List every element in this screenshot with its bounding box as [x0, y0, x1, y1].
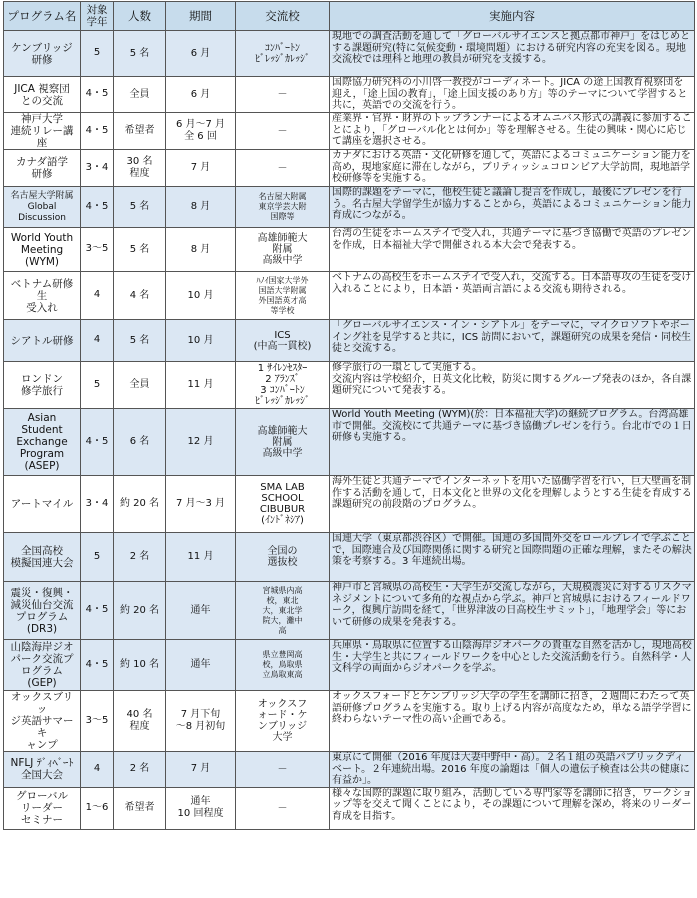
table-row [4, 409, 695, 476]
partner-school-cell: SMA LAB SCHOOL CIBUBUR (ｲﾝﾄﾞﾈｼｱ) [236, 476, 330, 533]
description-cell: 海外生徒と共通テーマでインターネットを用いた協働学習を行い，巨大壁画を制作する活動を通して，日本文化と世界の文化を理解しようとする生徒を育成する課題研究の前段階のプログラム。 [330, 476, 695, 533]
program-name-cell: 名古屋大学附属 Global Discussion [4, 187, 81, 228]
table-row [4, 77, 695, 113]
partner-school-cell: 名古屋大附属 東京学芸大附 国際等 [236, 187, 330, 228]
header-count: 人数 [114, 2, 166, 31]
count-cell: 約 20 名 [114, 476, 166, 533]
count-cell: 40 名 程度 [114, 691, 166, 752]
period-cell: 通年 10 回程度 [166, 787, 236, 829]
count-cell: 約 20 名 [114, 582, 166, 640]
program-name-cell: ベトナム研修生 受入れ [4, 272, 81, 320]
description-cell: 国連大学（東京都渋谷区）で開催。国連の多国間外交をロールプレイで学ぶことで，国際連合及び国際関係に関する研究と国際問題の正確な理解，またその解決策を考察する。3 年連続出場。 [330, 533, 695, 582]
count-cell: 2 名 [114, 533, 166, 582]
grade-cell: 4・5 [81, 113, 114, 150]
period-cell: 7 月 [166, 752, 236, 788]
program-name-cell: シアトル研修 [4, 320, 81, 362]
count-cell: 5 名 [114, 31, 166, 77]
partner-school-cell: ｺﾝﾊﾞｰﾄﾝ ﾋﾞﾚｯｼﾞｶﾚｯｼﾞ [236, 31, 330, 77]
period-cell: 6 月 [166, 31, 236, 77]
period-cell: 12 月 [166, 409, 236, 476]
program-name-cell: アートマイル [4, 476, 81, 533]
grade-cell: 3～5 [81, 691, 114, 752]
program-name-cell: ロンドン 修学旅行 [4, 362, 81, 409]
period-cell: 7 月 [166, 150, 236, 187]
partner-school-cell: 高雄師範大 附属 高級中学 [236, 228, 330, 272]
partner-school-cell: ﾊﾉｲ国家大学外 国語大学附属 外国語英才高 等学校 [236, 272, 330, 320]
grade-cell: 4・5 [81, 409, 114, 476]
period-cell: 7 月下旬 ～8 月初旬 [166, 691, 236, 752]
description-cell: 現地での調査活動を通して「グローバルサイエンスと拠点都市神戸」をはじめとする課題研究(特に気候変動・環境問題）における研究内容の充実を図る。現地交流校では理科と地理の教員が研究を支援する。 [330, 31, 695, 77]
period-cell: 11 月 [166, 362, 236, 409]
description-cell: 産業界・官界・財界のトップランナーによるオムニバス形式の講義に参加することにより，「グローバル化とは何か」等を理解させる。生徒の興味・関心に応じて講座を選択させる。 [330, 113, 695, 150]
table-row [4, 150, 695, 187]
period-cell: 10 月 [166, 272, 236, 320]
grade-cell: 3・4 [81, 150, 114, 187]
table-row [4, 787, 695, 829]
table-row [4, 640, 695, 691]
period-cell: 10 月 [166, 320, 236, 362]
table-row [4, 582, 695, 640]
program-table [3, 1, 695, 830]
partner-school-cell: オックスフ ォード・ケ ンブリッジ 大学 [236, 691, 330, 752]
description-cell: 国際的課題をテーマに，他校生徒と議論し提言を作成し，最後にプレゼンを行う。名古屋大学留学生が協力することから，英語によるコミュニケーション能力育成につながる。 [330, 187, 695, 228]
period-cell: 6 月～7 月 全 6 回 [166, 113, 236, 150]
period-cell: 8 月 [166, 187, 236, 228]
description-cell: ベトナムの高校生をホームステイで受入れ，交流する。日本語専攻の生徒を受け入れることにより，日本語・英語両言語による交流も期待される。 [330, 272, 695, 320]
grade-cell: 4・5 [81, 582, 114, 640]
grade-cell: 1～6 [81, 787, 114, 829]
table-row [4, 272, 695, 320]
program-name-cell: JICA 視察団 との交流 [4, 77, 81, 113]
description-cell: オックスフォードとケンブリッジ大学の学生を講師に招き，２週間にわたって英語研修プログラムを実施する。取り上げる内容が高度なため，単なる語学学習に終わらないテーマ性の高い企画である。 [330, 691, 695, 752]
partner-school-cell: － [236, 77, 330, 113]
grade-cell: 4 [81, 272, 114, 320]
header-partner-school: 交流校 [236, 2, 330, 31]
table-row [4, 476, 695, 533]
program-name-cell: 震災・復興・ 減災仙台交流 プログラム (DR3) [4, 582, 81, 640]
count-cell: 5 名 [114, 187, 166, 228]
header-program-name: プログラム名 [4, 2, 81, 31]
grade-cell: 4 [81, 320, 114, 362]
description-cell: 兵庫県・鳥取県に位置する山陰海岸ジオパークの貴重な自然を活かし，現地高校生・大学生と共にフィールドワークを中心とした交流活動を行う。自然科学・人文科学の両面からジオパークを学ぶ。 [330, 640, 695, 691]
count-cell: 5 名 [114, 320, 166, 362]
count-cell: 4 名 [114, 272, 166, 320]
count-cell: 2 名 [114, 752, 166, 788]
program-name-cell: カナダ語学 研修 [4, 150, 81, 187]
partner-school-cell: 1 ｻｲﾚﾝｾｽﾀｰ 2 ｱﾗﾝｽﾞ 3 ｺﾝﾊﾞｰﾄﾝ ﾋﾞﾚｯｼﾞｶﾚｯｼﾞ [236, 362, 330, 409]
table-row [4, 31, 695, 77]
grade-cell: 4・5 [81, 640, 114, 691]
partner-school-cell: － [236, 752, 330, 788]
count-cell: 5 名 [114, 228, 166, 272]
partner-school-cell: ICS (中高一貫校) [236, 320, 330, 362]
header-period: 期間 [166, 2, 236, 31]
count-cell: 約 10 名 [114, 640, 166, 691]
partner-school-cell: 宮城県内高 校，東北 大，東北学 院大，灘中 高 [236, 582, 330, 640]
count-cell: 30 名 程度 [114, 150, 166, 187]
grade-cell: 5 [81, 31, 114, 77]
table-row [4, 228, 695, 272]
count-cell: 希望者 [114, 113, 166, 150]
program-name-cell: オックスブリッ ジ英語サマーキ ャンプ [4, 691, 81, 752]
table-row [4, 362, 695, 409]
period-cell: 8 月 [166, 228, 236, 272]
partner-school-cell: － [236, 150, 330, 187]
grade-cell: 3～5 [81, 228, 114, 272]
description-cell: 台湾の生徒をホームステイで受入れ，共通テーマに基づき協働で英語のプレゼンを作成，日本福祉大学で開催される本大会で発表する。 [330, 228, 695, 272]
count-cell: 希望者 [114, 787, 166, 829]
grade-cell: 3・4 [81, 476, 114, 533]
period-cell: 11 月 [166, 533, 236, 582]
description-cell: 修学旅行の一環として実施する。 交流内容は学校紹介，日英文化比較，防災に関するグループ発表のほか，各自課題研究について発表する。 [330, 362, 695, 409]
table-row [4, 691, 695, 752]
table-header-row [4, 2, 695, 31]
description-cell: 「グローバルサイエンス・イン・シアトル」をテーマに，マイクロソフトやボーイング社を見学すると共に，ICS 訪問において，課題研究の成果を発信・同校生徒と交流する。 [330, 320, 695, 362]
program-name-cell: 神戸大学 連続リレー講 座 [4, 113, 81, 150]
grade-cell: 4 [81, 752, 114, 788]
header-description: 実施内容 [330, 2, 695, 31]
description-cell: 様々な国際的課題に取り組み，活動している専門家等を講師に招き，ワークショップ等を交えて聞くことにより，その課題について理解を深め，将来のリーダー育成を目指す。 [330, 787, 695, 829]
program-name-cell: NFLJ ﾃﾞｨﾍﾞｰﾄ 全国大会 [4, 752, 81, 788]
partner-school-cell: － [236, 113, 330, 150]
description-cell: World Youth Meeting (WYM)(於：日本福祉大学)の継続プログラム。台湾高雄市で開催。交流校にて共通テーマに基づき協働プレゼンを行う。台北市での１日研修も実施する。 [330, 409, 695, 476]
description-cell: 神戸市と宮城県の高校生・大学生が交流しながら，大規模震災に対するリスクマネジメントについて多角的な視点から学ぶ。神戸と宮城県におけるフィールドワーク，復興庁訪問を経て，「世界津波の日高校生サミット」，「地理学会」等において研修の成果を発表する。 [330, 582, 695, 640]
partner-school-cell: 高雄師範大 附属 高級中学 [236, 409, 330, 476]
count-cell: 全員 [114, 77, 166, 113]
period-cell: 6 月 [166, 77, 236, 113]
period-cell: 7 月～3 月 [166, 476, 236, 533]
grade-cell: 4・5 [81, 187, 114, 228]
description-cell: カナダにおける英語・文化研修を通して，英語によるコミュニケーション能力を高め，現地家庭に滞在しながら，ブリティッシュコロンビア大学訪問，現地語学校研修等を実施する。 [330, 150, 695, 187]
count-cell: 全員 [114, 362, 166, 409]
header-grade: 対象 学年 [81, 2, 114, 31]
program-name-cell: 山陰海岸ジオ パーク交流プ ログラム (GEP) [4, 640, 81, 691]
grade-cell: 5 [81, 362, 114, 409]
partner-school-cell: 県立豊岡高 校，鳥取県 立鳥取東高 [236, 640, 330, 691]
program-name-cell: 全国高校 模擬国連大会 [4, 533, 81, 582]
program-name-cell: グローバル リーダー セミナー [4, 787, 81, 829]
program-name-cell: Asian Student Exchange Program (ASEP) [4, 409, 81, 476]
table-row [4, 320, 695, 362]
description-cell: 東京にて開催（2016 年度は大妻中野中・高）。２名１組の英語パブリックディベート。２年連続出場。2016 年度の論題は「個人の遺伝子検査は公共の健康に有益か」。 [330, 752, 695, 788]
grade-cell: 4・5 [81, 77, 114, 113]
period-cell: 通年 [166, 582, 236, 640]
period-cell: 通年 [166, 640, 236, 691]
grade-cell: 5 [81, 533, 114, 582]
partner-school-cell: － [236, 787, 330, 829]
table-row [4, 113, 695, 150]
partner-school-cell: 全国の 選抜校 [236, 533, 330, 582]
table-row [4, 187, 695, 228]
program-name-cell: ケンブリッジ 研修 [4, 31, 81, 77]
table-row [4, 752, 695, 788]
table-row [4, 533, 695, 582]
count-cell: 6 名 [114, 409, 166, 476]
description-cell: 国際協力研究科の小川啓一教授がコーディネート。JICA の途上国教育視察団を迎え，「途上国の教育」，「途上国支援のあり方」等のテーマについて学習すると共に，英語での交流を行う。 [330, 77, 695, 113]
program-name-cell: World Youth Meeting (WYM) [4, 228, 81, 272]
